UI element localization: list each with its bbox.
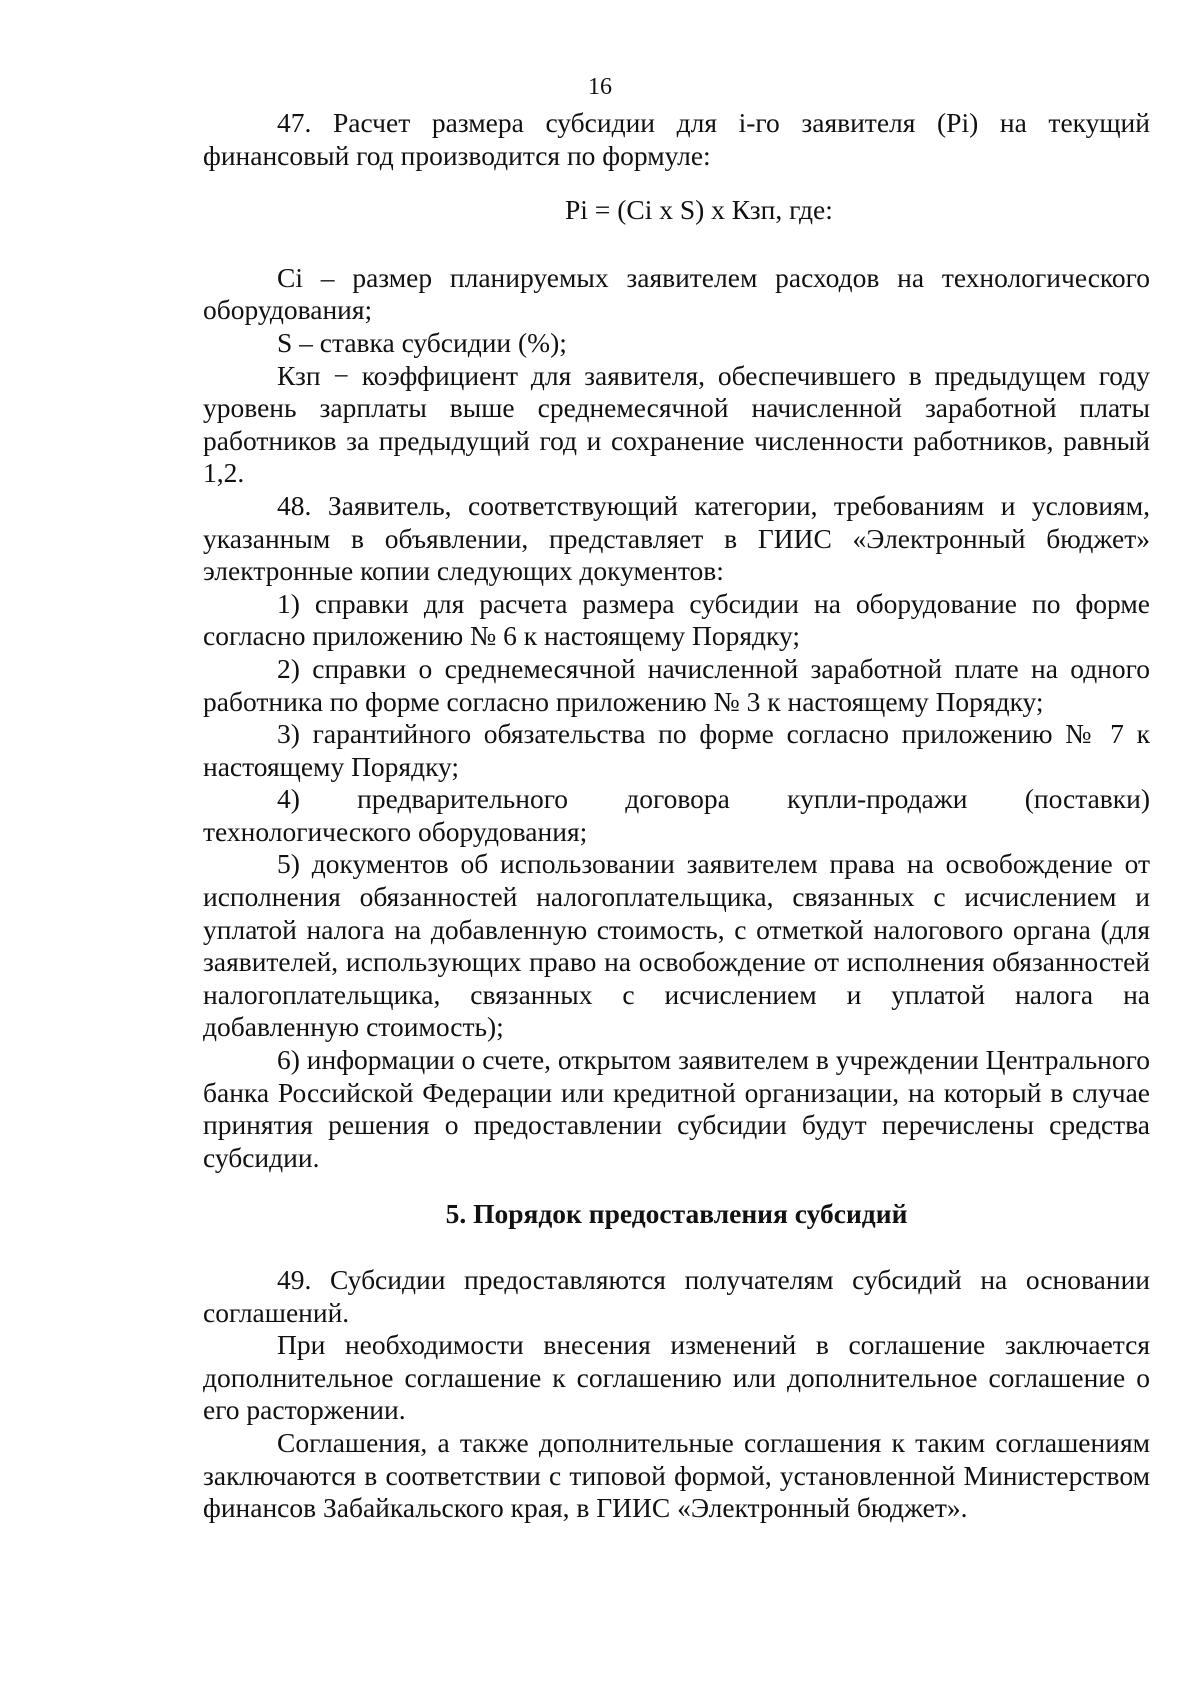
list-item-5: 5) документов об использовании заявителем права на освобождение от исполнения обязанностей налогоплательщика, связанных с исчислением и уплатой налога на добавленную стоимость, с отметкой налогового органа (для заявителей, использующих право на освобождение от исполнения обязанностей налогоплательщика, связанных с исчислением и уплатой налога на добавленную стоимость); (203, 848, 1150, 1043)
definition-s: S – ставка субсидии (%); (277, 326, 567, 358)
list-item-6: 6) информации о счете, открытом заявителем в учреждении Центрального банка Российской Федерации или кредитной организации, на который в случае принятия решения о предоставлении субсидии будут перечислены средства субсидии. (203, 1044, 1150, 1173)
list-item-3: 3) гарантийного обязательства по форме согласно приложению № 7 к настоящему Порядку; (203, 718, 1150, 782)
list-item-2: 2) справки о среднемесячной начисленной заработной плате на одного работника по форме согласно приложению № 3 к настоящему Порядку; (203, 652, 1150, 717)
paragraph-49: 49. Субсидии предоставляются получателям субсидий на основании соглашений. (203, 1264, 1150, 1328)
subsidy-formula: Pi = (Ci x S) x Кзп, где: (565, 194, 833, 226)
paragraph-48: 48. Заявитель, соответствующий категории, требованиям и условиям, указанным в объявлении, представляет в ГИИС «Электронный бюджет» электронные копии следующих документов: (203, 489, 1150, 587)
document-body (203, 107, 1150, 1525)
paragraph-47: 47. Расчет размера субсидии для i-го заявителя (Pi) на текущий финансовый год производится по формуле: (203, 107, 1150, 171)
section-heading: 5. Порядок предоставления субсидий (445, 1198, 908, 1230)
paragraph-amendments: При необходимости внесения изменений в соглашение заключается дополнительное соглашение к соглашению или дополнительное соглашение о его расторжении. (203, 1329, 1150, 1426)
definition-kzp: Кзп − коэффициент для заявителя, обеспечившего в предыдущем году уровень зарплаты выше среднемесячной начисленной заработной платы работников за предыдущий год и сохранение численности работников, равный 1,2. (203, 359, 1150, 489)
page-number: 16 (588, 74, 612, 100)
definition-ci: Ci – размер планируемых заявителем расходов на технологического оборудования; (203, 261, 1150, 326)
paragraph-agreements: Соглашения, а также дополнительные соглашения к таким соглашениям заключаются в соответствии с типовой формой, установленной Министерством финансов Забайкальского края, в ГИИС «Электронный бюджет». (203, 1426, 1150, 1524)
list-item-4: 4) предварительного договора купли-продажи (поставки) технологического оборудования; (203, 783, 1150, 847)
list-item-1: 1) справки для расчета размера субсидии на оборудование по форме согласно приложению № 6 к настоящему Порядку; (203, 587, 1150, 652)
